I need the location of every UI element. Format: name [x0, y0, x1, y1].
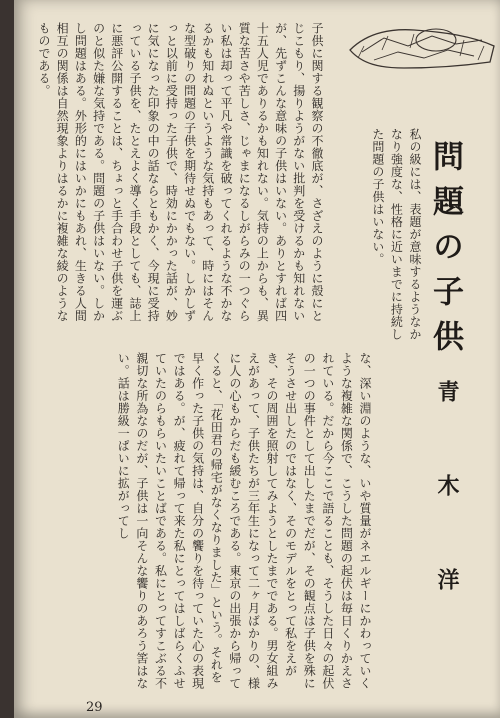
author-name: 青木洋	[434, 380, 460, 662]
intro-paragraph: 私の級には、表題が意味するようなかなり強度な、性格に近いまでに持続した問題の子供はいない。	[370, 128, 422, 341]
sketch-illustration	[344, 6, 500, 76]
upper-body-text: 子供に関する観察の不徹底が、さざえのように殻にとじこもり、揚りようがない批判を受けるかも知れないが、先ずこんな意味の子供はいない。ありとすれば四十五人児でありるかも知れない。気持の上からも、異質な苦さや苦しさ、じゃまになるしがらみの一つぐらい私は却って平凡や常識を破ってくれるような不かなるかも知れぬというような気持もあって、時にはそんな型破りの問題の子供を期待せぬでもない。しかしずっと以前に受持った子供で、時効にかかった話が、妙に気になった印象の中の話ならともかく、今現に受持っている子供を、たとえよく導く手段としても、誌上に悪評公開することは、ちょっと手合わせ子供を運ぶのと似た嫌な気持である。問題の子供はいない。しかし問題はある。外形的にはいかにもあれ、生きる人間相互の関係は自然現象よりはるかに複雑な綾のようなものである。	[36, 22, 324, 322]
lower-body-text: な、深い淵のような、いや質量がネエルギーにかわっていくような複雑な関係で、こうした問題の起伏は毎日くりかえされている。だから今ここで語ることも、そうした日々の起伏の一つの事件として出したまでだが、その観点は子供を殊にそうさせ出したのではなく、そのモデルをとって私をえがき、その周囲を照射してみようとしたまでである。男女組みえがあって、子供たちが三年生になって二ヶ月ばかりの、様に人の心もからだも緩むころである。東京の出張から帰ってくると、「花田君の帰宅がなくなりました」という。それを早く作った子供の気持は、自分の饗りを待っていた心の表現ではある。が、疲れて帰って来た私にとってはしばらくふせていたのらもらいたいことばである。私にとってすこぶる不親切な所為なのだが、子供は一向そんな饗りのあろう筈はない。話は勝級一ぱいに拡がってし	[116, 352, 372, 690]
magazine-page	[14, 0, 500, 718]
article-title: 問題の子供	[427, 140, 463, 365]
page-number: 29	[86, 700, 103, 715]
